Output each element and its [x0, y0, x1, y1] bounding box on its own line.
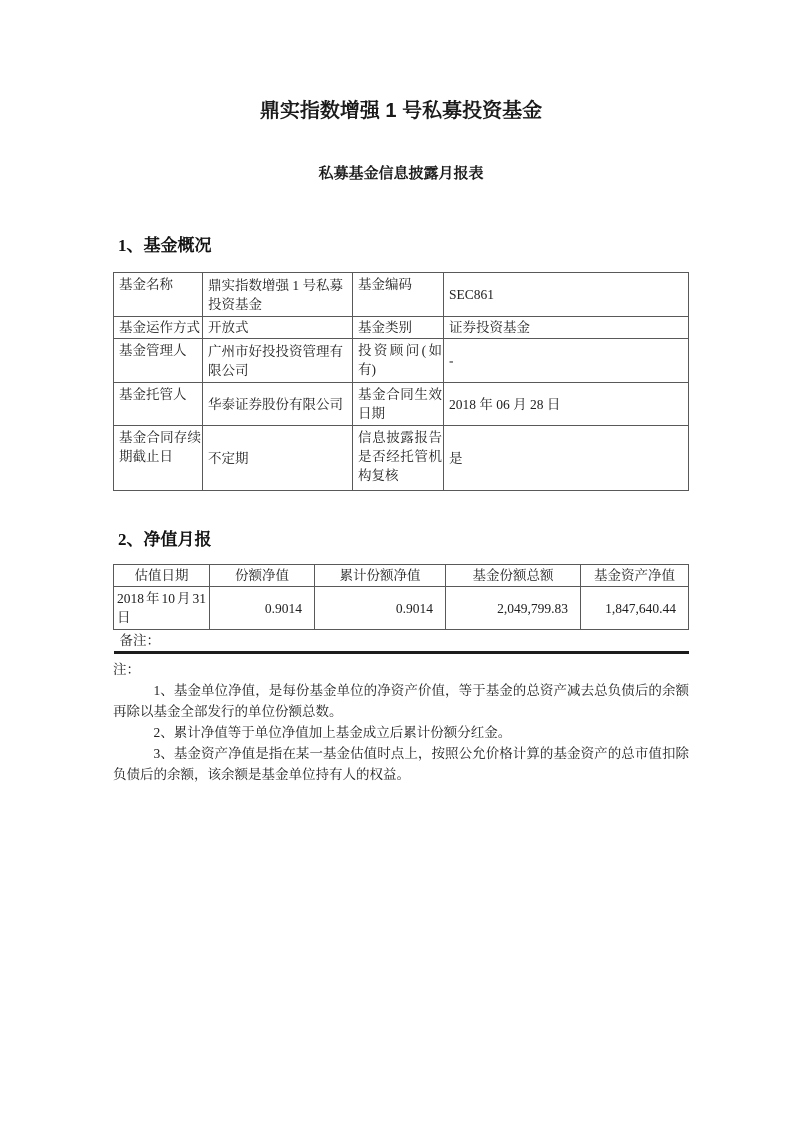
cell-operation-mode-value: 开放式 — [203, 317, 353, 339]
cell-fund-type-label: 基金类别 — [353, 317, 444, 339]
cell-operation-mode-label: 基金运作方式 — [114, 317, 203, 339]
table-remark-row — [114, 630, 689, 653]
remark-label: 备注： — [114, 630, 689, 653]
cell-net-assets: 1,847,640.44 — [581, 587, 689, 630]
document-title: 鼎实指数增强 1 号私募投资基金 — [259, 100, 543, 122]
cell-contract-date-label: 基金合同生效日期 — [353, 383, 444, 426]
cell-fund-name-label: 基金名称 — [114, 273, 203, 317]
note-item-1: 1、基金单位净值，是每份基金单位的净资产价值，等于基金的总资产减去总负债后的余额再除以基金全部发行的单位份额总数。 — [113, 683, 689, 719]
cell-custodian-review-value: 是 — [444, 426, 689, 491]
header-valuation-date: 估值日期 — [114, 565, 210, 587]
cell-nav-per-share: 0.9014 — [210, 587, 315, 630]
nav-monthly-table — [113, 564, 689, 654]
notes-section — [113, 659, 689, 785]
fund-overview-table — [113, 272, 689, 491]
table-row — [114, 317, 689, 339]
table-row — [114, 426, 689, 491]
header-cumulative-nav: 累计份额净值 — [315, 565, 446, 587]
cell-fund-name-value: 鼎实指数增强 1 号私募投资基金 — [203, 273, 353, 317]
cell-contract-date-value: 2018 年 06 月 28 日 — [444, 383, 689, 426]
cell-manager-label: 基金管理人 — [114, 339, 203, 383]
cell-contract-end-value: 不定期 — [203, 426, 353, 491]
header-net-assets: 基金资产净值 — [581, 565, 689, 587]
cell-fund-code-value: SEC861 — [444, 273, 689, 317]
table-row — [114, 339, 689, 383]
document-page — [113, 0, 689, 785]
cell-advisor-label: 投资顾问(如有) — [353, 339, 444, 383]
cell-total-shares: 2,049,799.83 — [446, 587, 581, 630]
cell-fund-type-value: 证券投资基金 — [444, 317, 689, 339]
section1-heading: 1、基金概况 — [118, 236, 212, 255]
header-total-shares: 基金份额总额 — [446, 565, 581, 587]
cell-contract-end-label: 基金合同存续期截止日 — [114, 426, 203, 491]
note-item-3: 3、基金资产净值是指在某一基金估值时点上，按照公允价格计算的基金资产的总市值扣除负债后的余额，该余额是基金单位持有人的权益。 — [113, 746, 689, 782]
cell-custodian-review-label: 信息披露报告是否经托管机构复核 — [353, 426, 444, 491]
cell-fund-code-label: 基金编码 — [353, 273, 444, 317]
table-row — [114, 587, 689, 630]
cell-advisor-value: - — [444, 339, 689, 383]
cell-cumulative-nav: 0.9014 — [315, 587, 446, 630]
note-item-2: 2、累计净值等于单位净值加上基金成立后累计份额分红金。 — [153, 725, 512, 740]
notes-label: 注： — [113, 662, 140, 677]
section2-heading: 2、净值月报 — [118, 530, 212, 549]
cell-custodian-value: 华泰证券股份有限公司 — [203, 383, 353, 426]
table-row — [114, 273, 689, 317]
header-nav-per-share: 份额净值 — [210, 565, 315, 587]
table-row — [114, 383, 689, 426]
document-subtitle: 私募基金信息披露月报表 — [318, 165, 484, 182]
table-header-row — [114, 565, 689, 587]
cell-manager-value: 广州市好投投资管理有限公司 — [203, 339, 353, 383]
cell-valuation-date: 2018年10月31日 — [114, 587, 210, 630]
cell-custodian-label: 基金托管人 — [114, 383, 203, 426]
